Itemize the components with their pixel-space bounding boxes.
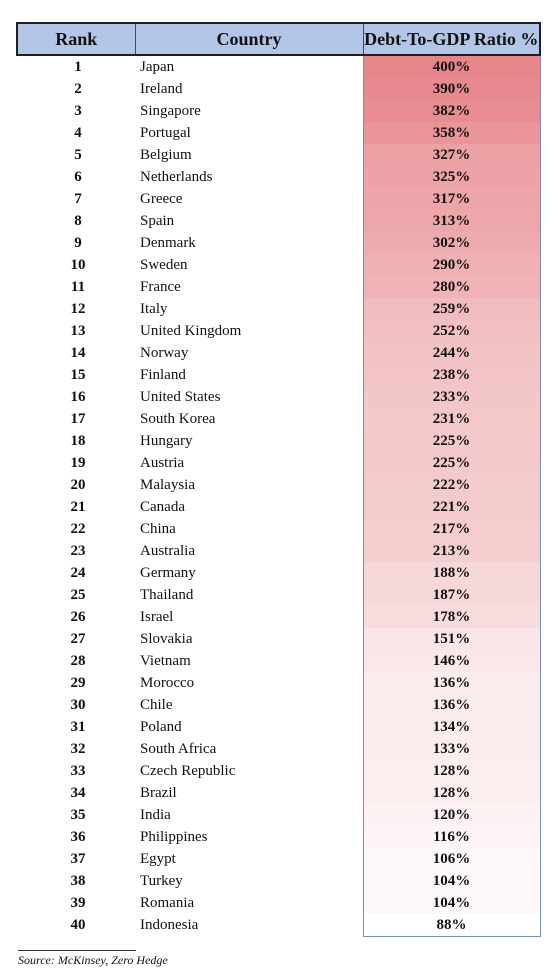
ratio-cell: 106% <box>363 848 540 870</box>
ratio-cell: 116% <box>363 826 540 848</box>
rank-cell: 7 <box>74 191 82 207</box>
ratio-cell: 217% <box>363 518 540 540</box>
ratio-cell: 221% <box>363 496 540 518</box>
country-column-header: Country <box>135 23 363 55</box>
rank-cell: 38 <box>70 873 86 889</box>
ratio-cell: 188% <box>363 562 540 584</box>
debt-table-container <box>16 22 539 937</box>
ratio-cell: 327% <box>363 144 540 166</box>
rank-cell: 1 <box>74 59 82 75</box>
table-row <box>17 254 540 276</box>
source-note: Source: McKinsey, Zero Hedge <box>18 950 136 968</box>
country-cell: Austria <box>140 455 185 471</box>
rank-cell: 6 <box>74 169 82 185</box>
rank-cell: 29 <box>70 675 86 691</box>
country-cell: Slovakia <box>140 631 193 647</box>
ratio-column-header: Debt-To-GDP Ratio % <box>363 23 540 55</box>
table-row <box>17 738 540 760</box>
table-row <box>17 364 540 386</box>
country-cell: Brazil <box>140 785 177 801</box>
country-cell: Sweden <box>140 257 188 273</box>
rank-cell: 27 <box>70 631 86 647</box>
country-cell: Israel <box>140 609 174 625</box>
table-row <box>17 55 540 78</box>
rank-cell: 40 <box>70 917 86 934</box>
country-cell: United States <box>140 389 221 405</box>
country-cell: Czech Republic <box>140 763 236 779</box>
ratio-cell: 325% <box>363 166 540 188</box>
rank-cell: 19 <box>70 455 86 471</box>
country-cell: India <box>140 807 171 823</box>
table-row <box>17 628 540 650</box>
ratio-cell: 128% <box>363 760 540 782</box>
country-cell: Belgium <box>140 147 192 163</box>
rank-cell: 39 <box>70 895 86 911</box>
rank-cell: 2 <box>74 81 82 97</box>
table-row <box>17 826 540 848</box>
rank-cell: 31 <box>70 719 86 735</box>
country-cell: Singapore <box>140 103 201 119</box>
table-row <box>17 342 540 364</box>
country-cell: Germany <box>140 565 196 581</box>
country-cell: France <box>140 279 181 295</box>
country-cell: Greece <box>140 191 183 207</box>
ratio-cell: 400% <box>363 55 540 78</box>
country-cell: Turkey <box>140 873 183 889</box>
ratio-cell: 151% <box>363 628 540 650</box>
ratio-cell: 134% <box>363 716 540 738</box>
rank-cell: 12 <box>70 301 86 317</box>
country-cell: Finland <box>140 367 186 383</box>
ratio-cell: 133% <box>363 738 540 760</box>
table-row <box>17 672 540 694</box>
table-row <box>17 914 540 937</box>
table-row <box>17 276 540 298</box>
rank-cell: 21 <box>70 499 86 515</box>
ratio-cell: 302% <box>363 232 540 254</box>
ratio-cell: 104% <box>363 892 540 914</box>
table-row <box>17 584 540 606</box>
rank-cell: 17 <box>70 411 86 427</box>
table-row <box>17 386 540 408</box>
ratio-cell: 222% <box>363 474 540 496</box>
rank-cell: 36 <box>70 829 86 845</box>
country-cell: Ireland <box>140 81 183 97</box>
table-row <box>17 804 540 826</box>
rank-cell: 20 <box>70 477 86 493</box>
ratio-cell: 88% <box>363 914 540 937</box>
rank-cell: 30 <box>70 697 86 713</box>
ratio-cell: 259% <box>363 298 540 320</box>
table-row <box>17 848 540 870</box>
ratio-cell: 233% <box>363 386 540 408</box>
country-cell: United Kingdom <box>140 323 242 339</box>
rank-cell: 34 <box>70 785 86 801</box>
ratio-cell: 128% <box>363 782 540 804</box>
ratio-cell: 231% <box>363 408 540 430</box>
country-cell: Malaysia <box>140 477 195 493</box>
table-row <box>17 452 540 474</box>
country-cell: Norway <box>140 345 189 361</box>
country-cell: Italy <box>140 301 168 317</box>
rank-cell: 8 <box>74 213 82 229</box>
table-row <box>17 716 540 738</box>
table-row <box>17 694 540 716</box>
rank-cell: 5 <box>74 147 82 163</box>
table-row <box>17 320 540 342</box>
country-cell: Morocco <box>140 675 195 691</box>
country-cell: Thailand <box>140 587 194 603</box>
rank-cell: 16 <box>70 389 86 405</box>
country-cell: South Africa <box>140 741 217 757</box>
table-row <box>17 474 540 496</box>
rank-cell: 28 <box>70 653 86 669</box>
table-row <box>17 78 540 100</box>
table-row <box>17 518 540 540</box>
country-cell: Denmark <box>140 235 196 251</box>
country-cell: Hungary <box>140 433 193 449</box>
table-row <box>17 430 540 452</box>
rank-column-header: Rank <box>17 23 135 55</box>
country-cell: Egypt <box>140 851 176 867</box>
rank-cell: 37 <box>70 851 86 867</box>
rank-cell: 14 <box>70 345 86 361</box>
table-row <box>17 606 540 628</box>
country-cell: China <box>140 521 176 537</box>
table-row <box>17 870 540 892</box>
rank-cell: 32 <box>70 741 86 757</box>
rank-cell: 4 <box>74 125 82 141</box>
ratio-cell: 187% <box>363 584 540 606</box>
country-cell: Australia <box>140 543 195 559</box>
table-row <box>17 650 540 672</box>
table-row <box>17 166 540 188</box>
ratio-cell: 238% <box>363 364 540 386</box>
table-header <box>17 23 540 55</box>
debt-to-gdp-table <box>16 22 541 937</box>
table-row <box>17 122 540 144</box>
country-cell: South Korea <box>140 411 216 427</box>
table-row <box>17 496 540 518</box>
ratio-cell: 136% <box>363 694 540 716</box>
ratio-cell: 146% <box>363 650 540 672</box>
ratio-cell: 104% <box>363 870 540 892</box>
ratio-cell: 225% <box>363 430 540 452</box>
rank-cell: 24 <box>70 565 86 581</box>
rank-cell: 18 <box>70 433 86 449</box>
ratio-cell: 317% <box>363 188 540 210</box>
rank-cell: 33 <box>70 763 86 779</box>
table-row <box>17 298 540 320</box>
table-row <box>17 540 540 562</box>
ratio-cell: 213% <box>363 540 540 562</box>
country-cell: Netherlands <box>140 169 213 185</box>
rank-cell: 9 <box>74 235 82 251</box>
table-body <box>17 55 540 937</box>
country-cell: Indonesia <box>140 917 199 934</box>
ratio-cell: 390% <box>363 78 540 100</box>
table-row <box>17 210 540 232</box>
rank-cell: 3 <box>74 103 82 119</box>
ratio-cell: 313% <box>363 210 540 232</box>
table-row <box>17 562 540 584</box>
ratio-cell: 252% <box>363 320 540 342</box>
country-cell: Canada <box>140 499 185 515</box>
country-cell: Portugal <box>140 125 191 141</box>
country-cell: Philippines <box>140 829 208 845</box>
country-cell: Poland <box>140 719 182 735</box>
rank-cell: 11 <box>70 279 86 295</box>
header-row <box>17 23 540 55</box>
country-cell: Chile <box>140 697 173 713</box>
ratio-cell: 244% <box>363 342 540 364</box>
table-row <box>17 188 540 210</box>
ratio-cell: 382% <box>363 100 540 122</box>
rank-cell: 25 <box>70 587 86 603</box>
table-row <box>17 782 540 804</box>
ratio-cell: 280% <box>363 276 540 298</box>
table-row <box>17 408 540 430</box>
ratio-cell: 120% <box>363 804 540 826</box>
rank-cell: 23 <box>70 543 86 559</box>
ratio-cell: 136% <box>363 672 540 694</box>
country-cell: Spain <box>140 213 175 229</box>
rank-cell: 15 <box>70 367 86 383</box>
table-row <box>17 760 540 782</box>
table-row <box>17 100 540 122</box>
country-cell: Japan <box>140 59 175 75</box>
country-cell: Romania <box>140 895 195 911</box>
table-row <box>17 232 540 254</box>
rank-cell: 13 <box>70 323 86 339</box>
rank-cell: 10 <box>70 257 86 273</box>
ratio-cell: 178% <box>363 606 540 628</box>
rank-cell: 22 <box>70 521 86 537</box>
rank-cell: 35 <box>70 807 86 823</box>
ratio-cell: 290% <box>363 254 540 276</box>
rank-cell: 26 <box>70 609 86 625</box>
ratio-cell: 358% <box>363 122 540 144</box>
table-row <box>17 144 540 166</box>
ratio-cell: 225% <box>363 452 540 474</box>
table-row <box>17 892 540 914</box>
country-cell: Vietnam <box>140 653 191 669</box>
